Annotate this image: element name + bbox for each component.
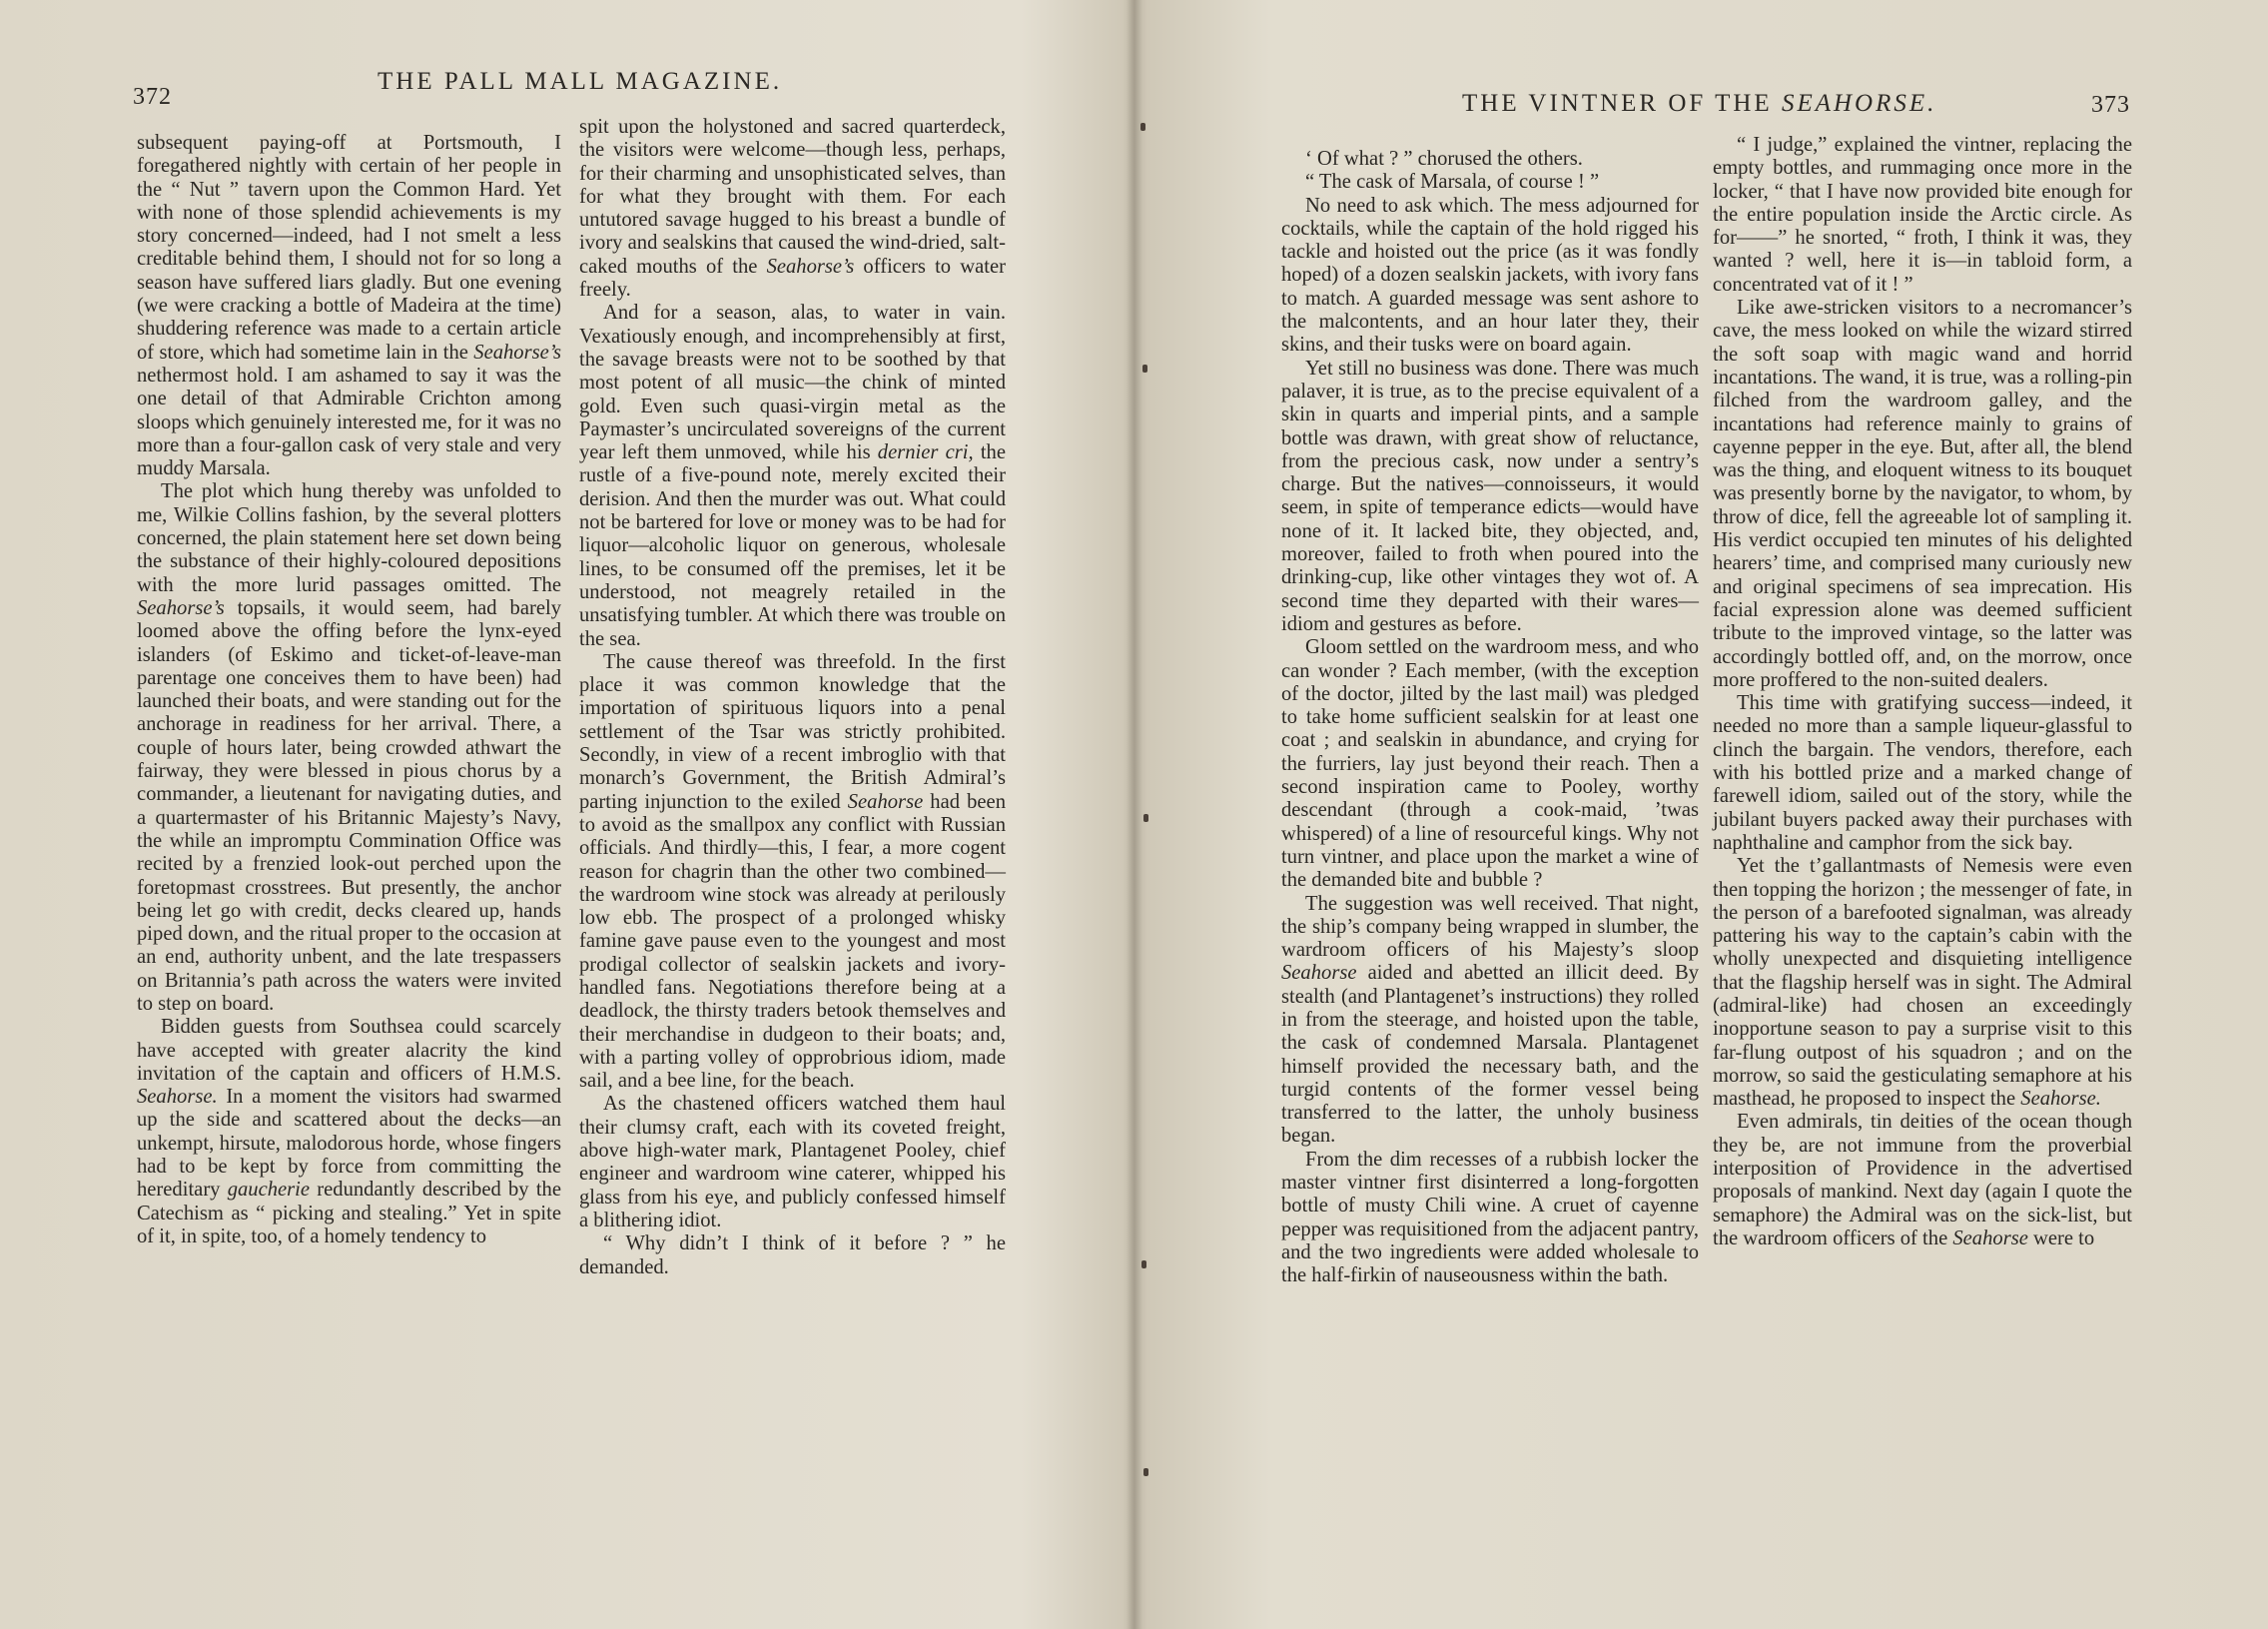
paragraph: Gloom settled on the wardroom mess, and who can wonder ? Each member, (with the exception of the doctor, jilted by the last mail) was pledged to take home sufficient sealskin for at least one coat ; and sealskin in abundance, and crying for the furriers, lay just beyond their reach. Then a second inspiration came to Pooley, worthy descendant (through a cook-maid, ’twas whispered) of a line of resourceful kings. Why not turn vintner, and place upon the market a wine of the demanded bite and bubble ? <box>1281 636 1699 892</box>
right-page <box>1134 0 2268 1629</box>
running-head <box>1462 90 1936 118</box>
paragraph: Bidden guests from Southsea could scarcely have accepted with greater alacrity the kind invitation of the captain and officers of H.M.S. Seahorse. In a moment the visitors had swarmed up the side and scattered about the decks—an unkempt, hirsute, malodorous horde, whose fingers had to be kept by force from committing the hereditary gaucherie redundantly described by the Catechism as “ picking and stealing.” Yet in spite of it, in spite, too, of a homely tendency to <box>137 1016 561 1247</box>
text-column <box>1281 148 1699 1288</box>
binding-mark <box>1142 365 1147 373</box>
text-column <box>137 132 561 1248</box>
running-head-text: THE VINTNER OF THE <box>1462 90 1773 117</box>
paragraph: “ Why didn’t I think of it before ? ” he demanded. <box>579 1232 1006 1278</box>
paragraph: ‘ Of what ? ” chorused the others. <box>1305 148 1583 170</box>
paragraph: Like awe-stricken visitors to a necromancer’s cave, the mess looked on while the wizard stirred the soft soap with magic wand and horrid incantations. The wand, it is true, was a rolling-pin filched from the wardroom galley, and the incantations had reference mainly to grains of cayenne pepper in the eye. But, after all, the blend was the thing, and eloquent witness to its bouquet was presently borne by the navigator, to whom, by throw of dice, fell the agreeable lot of sampling it. His verdict occupied ten minutes of his delighted hearers’ time, and comprised many curiously new and original specimens of sea imprecation. His facial expression alone was deemed sufficient tribute to the improved vintage, so the latter was accordingly bottled off, and, on the morrow, once more proffered to the non-suited dealers. <box>1713 297 2132 691</box>
paragraph: subsequent paying-off at Portsmouth, I foregathered nightly with certain of her people in the “ Nut ” tavern upon the Common Hard. Yet with none of those splendid achievements is my story concerned—indeed, had I not smelt a less creditable behind them, I should not for so long a season have suffered liars gladly. But one evening (we were cracking a bottle of Madeira at the time) shuddering reference was made to a certain article of store, which had sometime lain in the Seahorse’s nethermost hold. I am ashamed to say it was the one detail of that Admirable Crichton among sloops which genuinely interested me, for it was no more than a four-gallon cask of very stale and very muddy Marsala. <box>137 132 561 480</box>
text-column <box>579 116 1006 1279</box>
paragraph: No need to ask which. The mess adjourned for cocktails, while the captain of the hold rigged his tackle and hoisted out the price (as it was fondly hoped) of a dozen sealskin jackets, with ivory fans to match. A guarded message was sent ashore to the malcontents, and an hour later they, their skins, and their tusks were on board again. <box>1281 194 1699 357</box>
binding-mark <box>1143 1468 1148 1476</box>
paragraph: Even admirals, tin deities of the ocean though they be, are not immune from the proverbial interposition of Providence in the advertised proposals of mankind. Next day (again I quote the semaphore) the Admiral was on the sick-list, but the wardroom officers of the Seahorse were to <box>1713 1111 2132 1249</box>
paragraph: Yet still no business was done. There was much palaver, it is true, as to the precise equivalent of a skin in quarts and imperial pints, and a sample bottle was drawn, with great show of reluctance, from the precious cask, now under a sentry’s charge. But the natives—connoisseurs, it would seem, in spite of temperance edicts—would have none of it. It lacked bite, they objected, and, moreover, failed to froth when poured into the drinking-cup, like other vintages they wot of. A second time they departed with their wares—idiom and gestures as before. <box>1281 357 1699 635</box>
running-head-ship: SEAHORSE. <box>1781 90 1937 117</box>
binding-mark <box>1143 814 1148 822</box>
paragraph: From the dim recesses of a rubbish locker the master vintner first disinterred a long-forgotten bottle of musty Chili wine. A cruet of cayenne pepper was requisitioned from the adjacent pantry, and the two ingredients were added wholesale to the half-firkin of nauseousness within the bath. <box>1281 1148 1699 1287</box>
running-head: THE PALL MALL MAGAZINE. <box>378 68 783 95</box>
paragraph: The plot which hung thereby was unfolded to me, Wilkie Collins fashion, by the several plotters concerned, the plain statement here set down being the substance of their highly-coloured depositions with the more lurid passages omitted. The Seahorse’s topsails, it would seem, had barely loomed above the offing before the lynx-eyed islanders (of Eskimo and ticket-of-leave-man parentage one conceives them to have been) had launched their boats, and were standing out for the anchorage in readiness for her arrival. There, a couple of hours later, being crowded athwart the fairway, they were blessed in pious chorus by a commander, a lieutenant for navigating duties, and a quartermaster of his Britannic Majesty’s Navy, the while an impromptu Commination Office was recited by a frenzied look-out perched upon the foretopmast crosstrees. But presently, the anchor being let go with credit, decks cleared up, hands piped down, and the ritual proper to the occasion at an end, authority unbent, and the late trespassers on Britannia’s path across the waters were invited to step on board. <box>137 480 561 1015</box>
paragraph: And for a season, alas, to water in vain. Vexatiously enough, and incomprehensibly at first, the savage breasts were not to be soothed by that most potent of all music—the chink of minted gold. Even such quasi-virgin metal as the Paymaster’s uncirculated sovereigns of the current year left them unmoved, while his dernier cri, the rustle of a five-pound note, merely excited their derision. And then the murder was out. What could not be bartered for love or money was to be had for liquor—alcoholic liquor on generous, wholesale lines, to be consumed off the premises, let it be understood, not meagrely retailed in the unsatisfying tumbler. At which there was trouble on the sea. <box>579 302 1006 650</box>
paragraph: The suggestion was well received. That night, the ship’s company being wrapped in slumber, the wardroom officers of his Majesty’s sloop Seahorse aided and abetted an illicit deed. By stealth (and Plantagenet’s instructions) they rolled in from the steerage, and hoisted upon the table, the cask of condemned Marsala. Plantagenet himself provided the necessary bath, and the turgid contents of the former vessel being transferred to the latter, the unholy business began. <box>1281 892 1699 1148</box>
paragraph: As the chastened officers watched them haul their clumsy craft, each with its coveted freight, above high-water mark, Plantagenet Pooley, chief engineer and wardroom wine caterer, whipped his glass from his eye, and publicly confessed himself a blithering idiot. <box>579 1093 1006 1231</box>
text-column <box>1713 134 2132 1250</box>
paragraph: This time with gratifying success—indeed, it needed no more than a sample liqueur-glassful to clinch the bargain. The vendors, therefore, each with his bottled prize and a marked change of farewell idiom, sailed out of the story, while the jubilant buyers packed away their purchases with naphthaline and camphor from the sick bay. <box>1713 692 2132 854</box>
paragraph: “ The cask of Marsala, of course ! ” <box>1305 171 1600 194</box>
binding-mark <box>1140 123 1145 131</box>
page-number: 373 <box>2091 92 2130 118</box>
paragraph: Yet the t’gallantmasts of Nemesis were even then topping the horizon ; the messenger of fate, in the person of a barefooted signalman, was already pattering his way to the captain’s cabin with the wholly unexpected and disquieting intelligence that the flagship herself was in sight. The Admiral (admiral-like) had chosen an exceedingly inopportune season to pay a surprise visit to this far-flung outpost of his squadron ; and on the morrow, so said the gesticulating semaphore at his masthead, he proposed to inspect the Seahorse. <box>1713 855 2132 1111</box>
page-number: 372 <box>133 84 172 110</box>
binding-mark <box>1141 1260 1146 1268</box>
paragraph: The cause thereof was threefold. In the first place it was common knowledge that the importation of spirituous liquors into a penal settlement of the Tsar was strictly prohibited. Secondly, in view of a recent imbroglio with that monarch’s Government, the British Admiral’s parting injunction to the exiled Seahorse had been to avoid as the smallpox any conflict with Russian officials. And thirdly—this, I fear, a more cogent reason for chagrin than the other two combined—the wardroom wine stock was already at perilously low ebb. The prospect of a prolonged whisky famine gave pause even to the youngest and most prodigal collector of sealskin jackets and ivory-handled fans. Negotiations therefore being at a deadlock, the thirsty traders betook themselves and their merchandise in dudgeon to their boats; and, with a parting volley of opprobrious idiom, made sail, and a bee line, for the beach. <box>579 650 1006 1093</box>
paragraph: “ I judge,” explained the vintner, replacing the empty bottles, and rummaging once more in the locker, “ that I have now provided bite enough for the entire population inside the Arctic circle. As for——” he snorted, “ froth, I think it was, they wanted ? well, here it is—in tabloid form, a concentrated vat of it ! ” <box>1713 134 2132 296</box>
paragraph: spit upon the holystoned and sacred quarterdeck, the visitors were welcome—though less, perhaps, for their charming and unsophisticated selves, than for what they brought with them. For each untutored savage hugged to his breast a bundle of ivory and sealskins that caused the wind-dried, salt-caked mouths of the Seahorse’s officers to water freely. <box>579 116 1006 302</box>
